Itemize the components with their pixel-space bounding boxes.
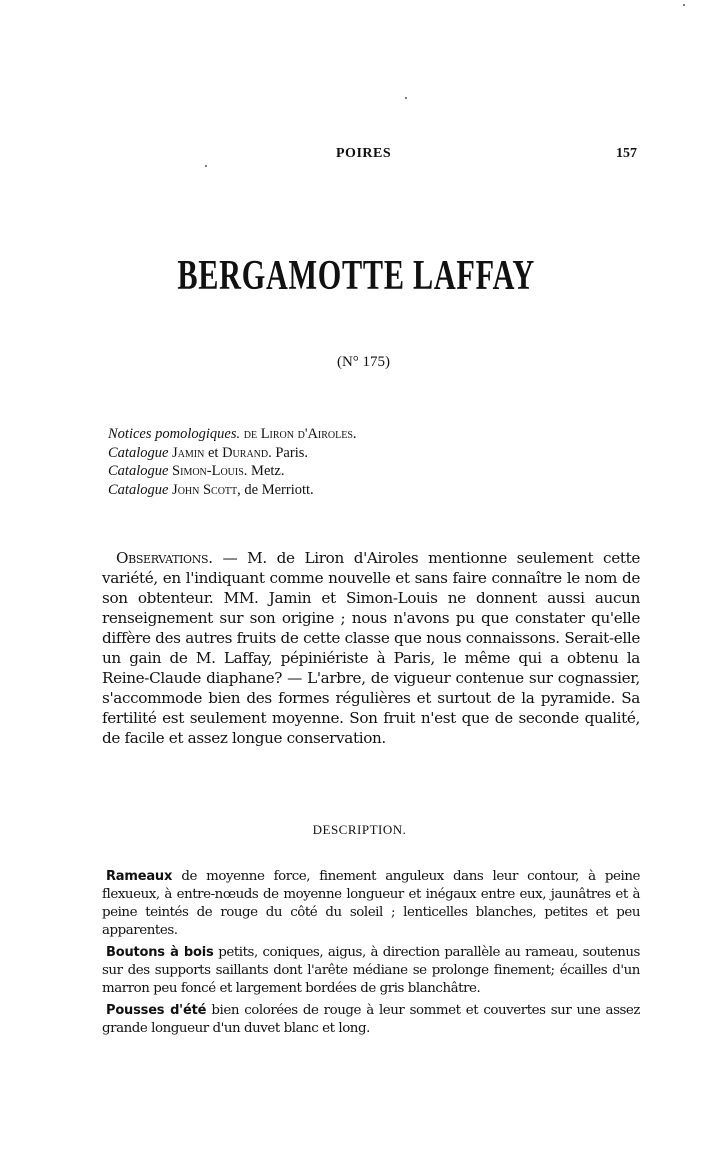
- reference-source: Notices pomologiques.: [108, 426, 241, 442]
- description-paragraph-rameaux: [102, 868, 640, 940]
- reference-author: John Scott: [172, 481, 238, 498]
- page-title: BERGAMOTTE LAFFAY: [177, 253, 535, 299]
- reference-suffix: . Metz.: [243, 463, 285, 479]
- print-speck: [683, 4, 685, 6]
- description-text: bien colorées de rouge à leur sommet et couvertes sur une assez grande longueur d'un duvet blanc et long.: [102, 1003, 640, 1036]
- reference-source: Catalogue: [108, 444, 169, 461]
- reference-item: [108, 425, 357, 444]
- print-speck: [405, 97, 407, 99]
- reference-item: [108, 481, 357, 500]
- references-list: [108, 425, 357, 499]
- reference-source: Catalogue: [108, 481, 169, 498]
- variety-number: (N° 175): [336, 354, 391, 370]
- reference-author: de Liron d'Airoles: [243, 426, 353, 442]
- reference-author-2: Durand: [222, 444, 269, 461]
- print-speck: [205, 165, 207, 167]
- observations-text: — M. de Liron d'Airoles mentionne seulement cette variété, en l'indiquant comme nouvelle et sans faire connaître le nom de son obtenteur. MM. Jamin et Simon-Louis ne donnent aussi aucun renseignement sur son origine ; nous n'avons pu que constater qu'elle diffère des autres fruits de cette classe que nous connaissons. Serait-elle un gain de M. Laffay, pépiniériste à Paris, le même qui a obtenu la Reine-Claude diaphane? — L'arbre, de vigueur contenue sur cognassier, s'accommode bien des formes régulières et surtout de la pyramide. Sa fertilité est seulement moyenne. Son fruit n'est que de seconde qualité, de facile et assez longue conservation.: [102, 549, 640, 747]
- reference-suffix: .: [352, 426, 357, 442]
- reference-suffix: . Paris.: [268, 444, 308, 461]
- reference-connector: et: [204, 444, 223, 461]
- description-term: Pousses d'été: [106, 1003, 207, 1018]
- reference-item: [108, 444, 357, 463]
- description-term: Rameaux: [106, 869, 173, 884]
- description-term: Boutons à bois: [106, 945, 214, 960]
- reference-item: [108, 462, 357, 481]
- reference-author: Simon-Louis: [172, 463, 244, 479]
- description-text: de moyenne force, finement anguleux dans leur contour, à peine flexueux, à entre-nœuds de moyenne longueur et inégaux entre eux, jaunâtres et à peine teintés de rouge du côté du soleil ; lenticelles blanches, petites et peu apparentes.: [102, 869, 640, 938]
- running-title: POIRES: [336, 146, 392, 161]
- description-section: [102, 868, 640, 1042]
- reference-author: Jamin: [172, 444, 205, 461]
- page-number: 157: [616, 146, 637, 161]
- description-text: petits, coniques, aigus, à direction parallèle au rameau, soutenus sur des supports saillants dont l'arête médiane se prolonge finement; écailles d'un marron peu foncé et largement bordées de gris blanchâtre.: [102, 945, 640, 996]
- observations-paragraph: [102, 548, 640, 748]
- reference-suffix: , de Merriott.: [237, 481, 314, 498]
- description-paragraph-boutons: [102, 944, 640, 998]
- reference-source: Catalogue: [108, 463, 169, 479]
- description-heading: DESCRIPTION.: [312, 822, 407, 837]
- description-paragraph-pousses: [102, 1002, 640, 1038]
- running-head: [100, 146, 637, 166]
- observations-label: Observations.: [116, 549, 213, 567]
